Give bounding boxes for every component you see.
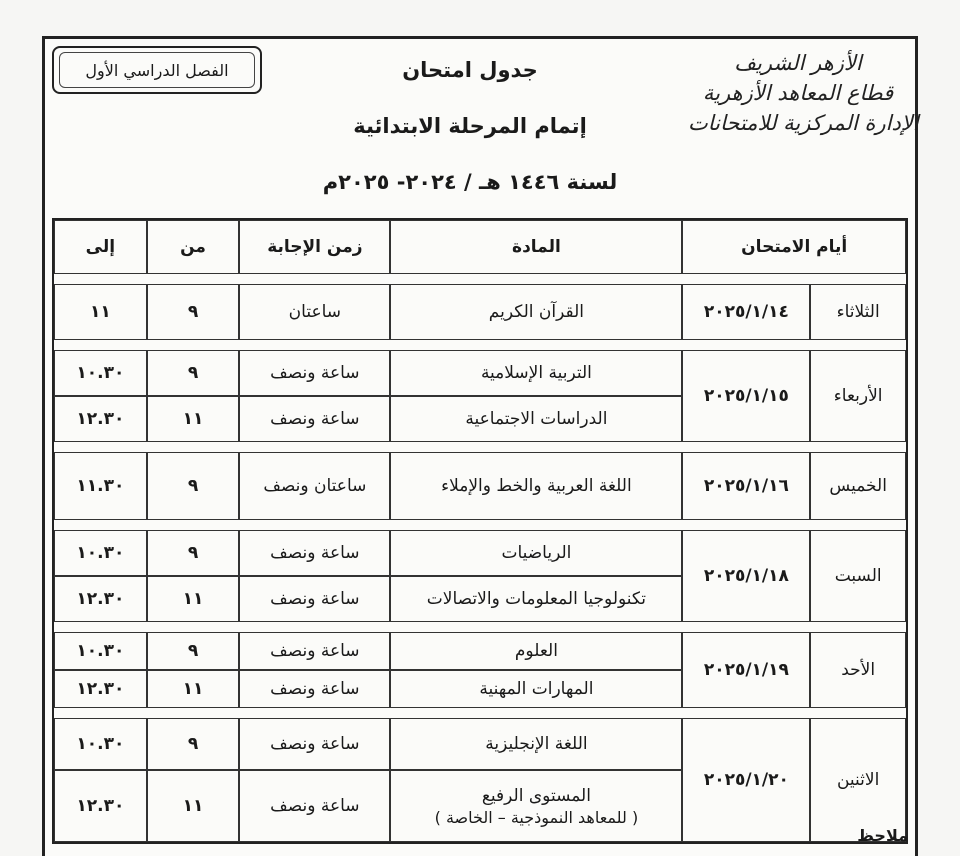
header-to: إلى [54, 220, 147, 274]
page-subtitle: إتمام المرحلة الابتدائية [353, 114, 587, 138]
to-time: ١٢.٣٠ [54, 670, 147, 708]
subject-name: الرياضيات [501, 543, 572, 563]
page-title: جدول امتحان [402, 58, 538, 82]
to-time: ١٠.٣٠ [54, 632, 147, 670]
exam-day: الاثنين [810, 718, 906, 842]
duration-cell: ساعة ونصف [239, 530, 390, 576]
duration-cell: ساعة ونصف [239, 718, 390, 770]
from-time: ٩ [147, 452, 240, 520]
exam-date: ٢٠٢٥/١/٢٠ [682, 718, 810, 842]
header-days: أيام الامتحان [682, 220, 906, 274]
subject-name: القرآن الكريم [488, 302, 585, 322]
exam-day: الثلاثاء [810, 284, 906, 340]
table-header-row [54, 220, 906, 274]
exam-day: الخميس [810, 452, 906, 520]
from-time: ١١ [147, 770, 240, 842]
to-time: ١١.٣٠ [54, 452, 147, 520]
subject-name: المستوى الرفيع [481, 785, 591, 806]
academic-year: لسنة ١٤٤٦ هـ / ٢٠٢٤- ٢٠٢٥م [322, 170, 618, 194]
subject-cell [390, 452, 682, 520]
subject-cell [390, 284, 682, 340]
subject-name: اللغة العربية والخط والإملاء [441, 476, 632, 496]
subject-cell [390, 576, 682, 622]
subject-cell [390, 396, 682, 442]
subject-name: الدراسات الاجتماعية [465, 409, 608, 429]
from-time: ٩ [147, 530, 240, 576]
duration-cell: ساعتان [239, 284, 390, 340]
subject-cell [390, 670, 682, 708]
from-time: ١١ [147, 396, 240, 442]
to-time: ١٢.٣٠ [54, 396, 147, 442]
duration-cell: ساعتان ونصف [239, 452, 390, 520]
semester-label: الفصل الدراسي الأول [59, 52, 255, 88]
header-subject: المادة [390, 220, 682, 274]
exam-day: الأحد [810, 632, 906, 708]
exam-date: ٢٠٢٥/١/١٤ [682, 284, 810, 340]
subject-cell [390, 770, 682, 842]
logo-line-1: الأزهر الشريف [734, 51, 862, 75]
subject-name: التربية الإسلامية [480, 363, 592, 383]
table-row [54, 632, 906, 670]
duration-cell: ساعة ونصف [239, 770, 390, 842]
footer-note: ملاحظ [857, 826, 908, 845]
header-from: من [147, 220, 240, 274]
subject-name: اللغة الإنجليزية [485, 734, 588, 754]
exam-day: الأربعاء [810, 350, 906, 442]
subject-cell [390, 632, 682, 670]
subject-note: ( للمعاهد النموذجية – الخاصة ) [434, 807, 639, 827]
subject-cell [390, 530, 682, 576]
logo-line-3: الإدارة المركزية للامتحانات [688, 111, 919, 135]
subject-cell [390, 718, 682, 770]
subject-name: العلوم [514, 641, 558, 661]
from-time: ١١ [147, 670, 240, 708]
semester-box [52, 46, 262, 94]
table-row [54, 350, 906, 396]
header-duration: زمن الإجابة [239, 220, 390, 274]
duration-cell: ساعة ونصف [239, 670, 390, 708]
table-row [54, 452, 906, 520]
to-time: ١٠.٣٠ [54, 718, 147, 770]
azhar-logo [688, 48, 919, 140]
duration-cell: ساعة ونصف [239, 396, 390, 442]
from-time: ٩ [147, 632, 240, 670]
to-time: ١١ [54, 284, 147, 340]
exam-date: ٢٠٢٥/١/١٦ [682, 452, 810, 520]
from-time: ٩ [147, 350, 240, 396]
duration-cell: ساعة ونصف [239, 632, 390, 670]
duration-cell: ساعة ونصف [239, 576, 390, 622]
subject-cell [390, 350, 682, 396]
to-time: ١٠.٣٠ [54, 350, 147, 396]
to-time: ١٢.٣٠ [54, 576, 147, 622]
duration-cell: ساعة ونصف [239, 350, 390, 396]
to-time: ١٠.٣٠ [54, 530, 147, 576]
exam-date: ٢٠٢٥/١/١٨ [682, 530, 810, 622]
exam-schedule-table [52, 218, 908, 844]
to-time: ١٢.٣٠ [54, 770, 147, 842]
exam-date: ٢٠٢٥/١/١٩ [682, 632, 810, 708]
subject-name: تكنولوجيا المعلومات والاتصالات [426, 589, 647, 609]
from-time: ٩ [147, 718, 240, 770]
from-time: ٩ [147, 284, 240, 340]
from-time: ١١ [147, 576, 240, 622]
table-row [54, 284, 906, 340]
table-row [54, 718, 906, 770]
subject-name: المهارات المهنية [479, 679, 594, 699]
exam-day: السبت [810, 530, 906, 622]
logo-line-2: قطاع المعاهد الأزهرية [702, 81, 894, 105]
table-row [54, 530, 906, 576]
exam-date: ٢٠٢٥/١/١٥ [682, 350, 810, 442]
